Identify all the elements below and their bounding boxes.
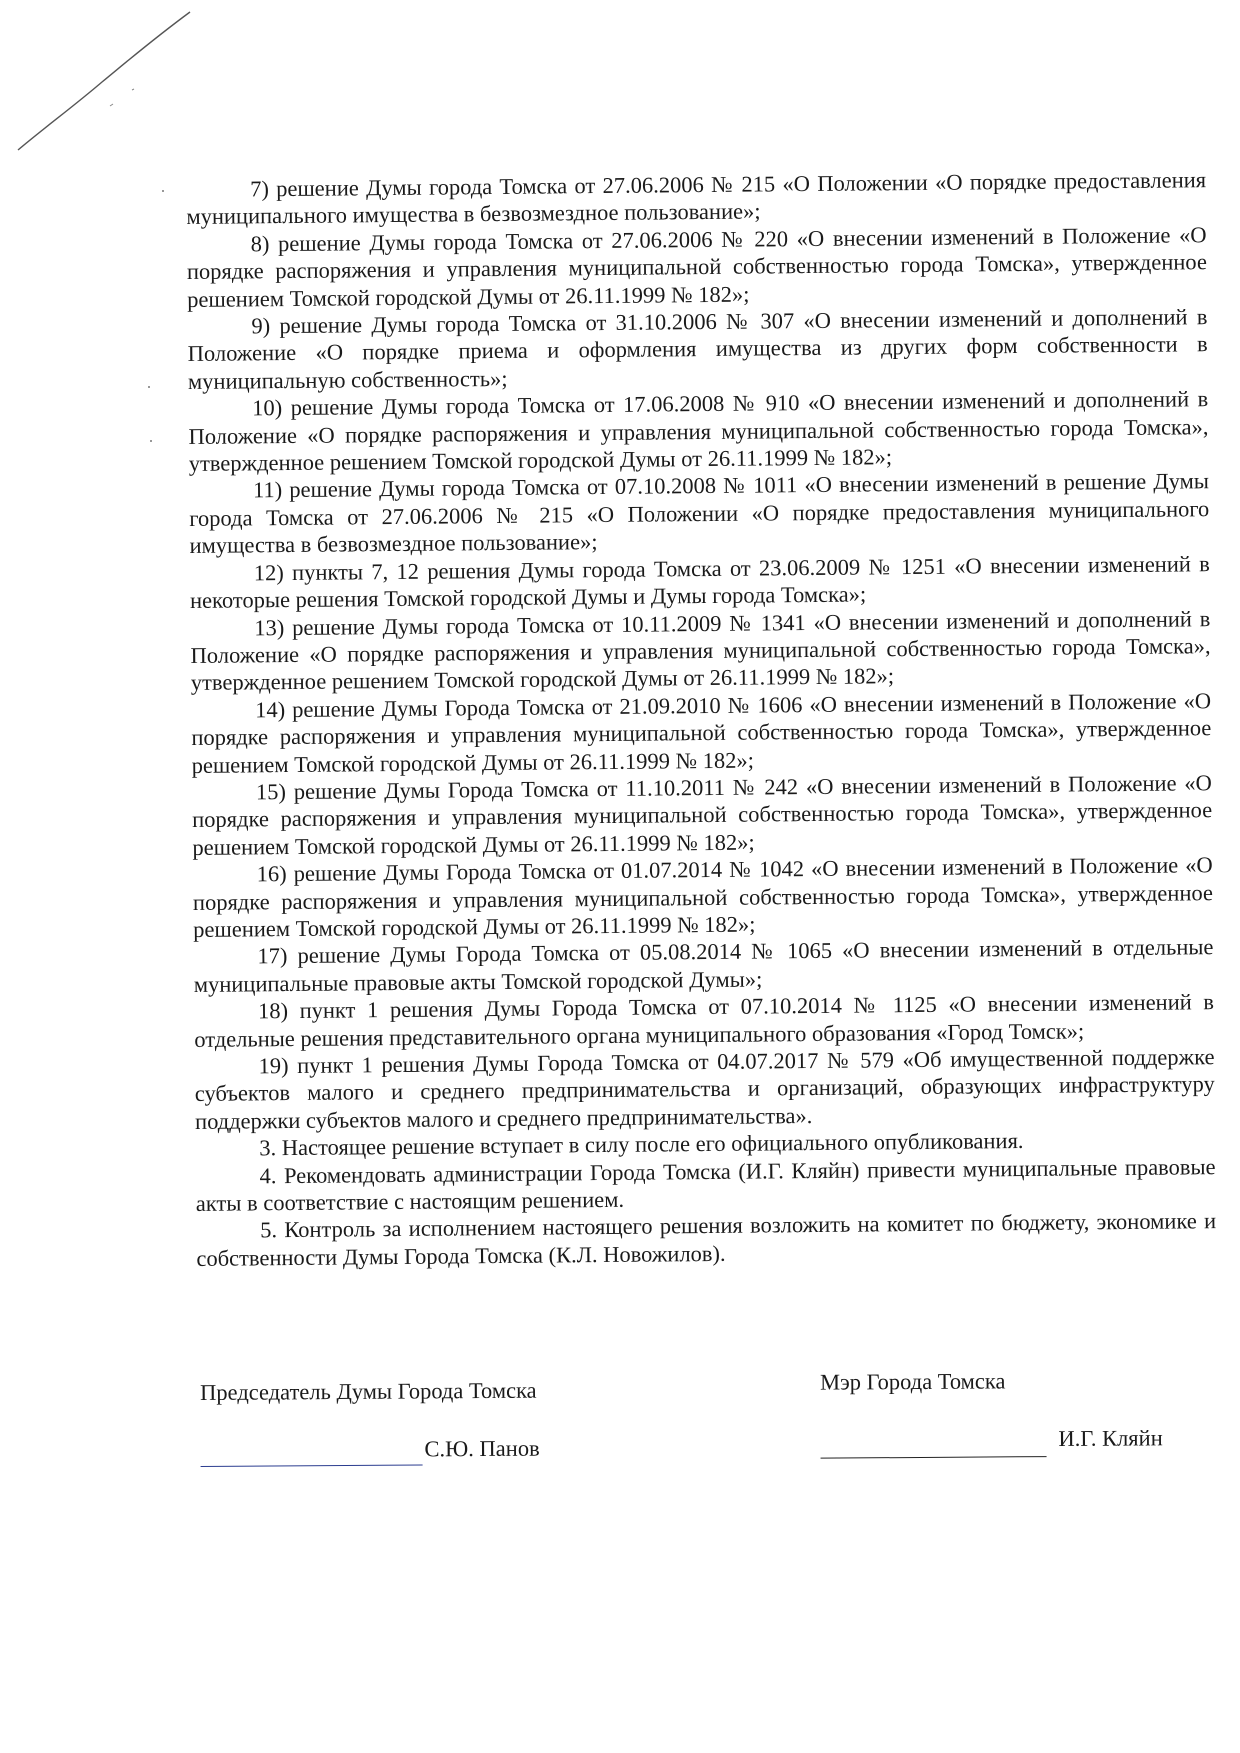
signature-block <box>200 1368 1201 1500</box>
paragraph-item-12: 12) пункты 7, 12 решения Думы города Томска от 23.06.2009 № 1251 «О внесении изменений в некоторые решения Томской городской Думы и Думы города Томска»; <box>189 550 1210 614</box>
paragraph-item-13: 13) решение Думы города Томска от 10.11.2009 № 1341 «О внесении изменений и дополнений в Положение «О порядке распоряжения и управления муниципальной собственностью города Томска», утвержденное решением Томской городской Думы от 26.11.1999 № 182»; <box>190 605 1211 696</box>
paragraph-clause-5: 5. Контроль за исполнением настоящего решения возложить на комитет по бюджету, экономике и собственности Думы Города Томска (К.Л. Новожилов). <box>196 1208 1217 1271</box>
mayor-signature-line <box>820 1432 1046 1459</box>
paragraph-item-15: 15) решение Думы Города Томска от 11.10.2011 № 242 «О внесении изменений в Положение «О порядке распоряжения и управления муниципальной собственностью города Томска», утвержденное решением Томской городской Думы от 26.11.1999 № 182»; <box>192 770 1213 860</box>
paragraph-item-18: 18) пункт 1 решения Думы Города Томска от 07.10.2014 № 1125 «О внесении изменений в отдельные решения представительного органа муниципального образования «Город Томск»; <box>194 989 1215 1052</box>
paragraph-clause-3: 3. Настоящее решение вступает в силу после его официального опубликования. <box>259 1128 1024 1161</box>
scan-pen-stroke <box>14 10 204 160</box>
scan-speck <box>150 440 152 442</box>
paragraph-item-10: 10) решение Думы города Томска от 17.06.2008 № 910 «О внесении изменений и дополнений в Положение «О порядке распоряжения и управления муниципальной собственностью города Томска», утвержденное решением Томской городской Думы от 26.11.1999 № 182»; <box>188 386 1209 477</box>
paragraph-item-17: 17) решение Думы Города Томска от 05.08.2014 № 1065 «О внесении изменений в отдельные муниципальные правовые акты Томской городской Думы»; <box>193 934 1214 997</box>
scan-speck <box>148 386 150 388</box>
document-body <box>186 166 1216 1272</box>
paragraph-item-19: 19) пункт 1 решения Думы Города Томска от 04.07.2017 № 579 «Об имущественной поддержке субъектов малого и среднего предпринимательства и организаций, образующих инфраструктуру поддержки субъектов малого и среднего предпринимательства». <box>194 1044 1215 1134</box>
chairman-signature-line <box>200 1440 422 1467</box>
mayor-name: И.Г. Кляйн <box>1058 1425 1163 1452</box>
paragraph-clause-4: 4. Рекомендовать администрации Города Томска (И.Г. Кляйн) привести муниципальные правовые акты в соответствие с настоящим решением. <box>195 1153 1216 1216</box>
paragraph-item-8: 8) решение Думы города Томска от 27.06.2006 № 220 «О внесении изменений в Положение «О порядке распоряжения и управления муниципальной собственностью города Томска», утвержденное решением Томской городской Думы от 26.11.1999 № 182»; <box>186 222 1207 312</box>
paragraph-item-11: 11) решение Думы города Томска от 07.10.2008 № 1011 «О внесении изменений в решение Думы города Томска от 27.06.2006 № 215 «О Положении «О порядке предоставления муниципального имущества в безвозмездное пользование»; <box>189 468 1210 559</box>
paragraph-item-14: 14) решение Думы Города Томска от 21.09.2010 № 1606 «О внесении изменений в Положение «О порядке распоряжения и управления муниципальной собственностью города Томска», утвержденное решением Томской городской Думы от 26.11.1999 № 182»; <box>191 687 1212 778</box>
paragraph-item-9: 9) решение Думы города Томска от 31.10.2006 № 307 «О внесении изменений и дополнений в Положение «О порядке приема и оформления имущества из других форм собственности в муниципальную собственность»; <box>187 304 1208 394</box>
scan-speck <box>162 190 164 192</box>
chairman-name: С.Ю. Панов <box>424 1435 540 1462</box>
chairman-title: Председатель Думы Города Томска <box>200 1377 537 1405</box>
paragraph-item-16: 16) решение Думы Города Томска от 01.07.2014 № 1042 «О внесении изменений в Положение «О порядке распоряжения и управления муниципальной собственностью города Томска», утвержденное решением Томской городской Думы от 26.11.1999 № 182»; <box>192 852 1214 942</box>
mayor-title: Мэр Города Томска <box>819 1368 1006 1395</box>
paragraph-item-7: 7) решение Думы города Томска от 27.06.2006 № 215 «О Положении «О порядке предоставления муниципального имущества в безвозмездное пользование»; <box>186 167 1207 230</box>
